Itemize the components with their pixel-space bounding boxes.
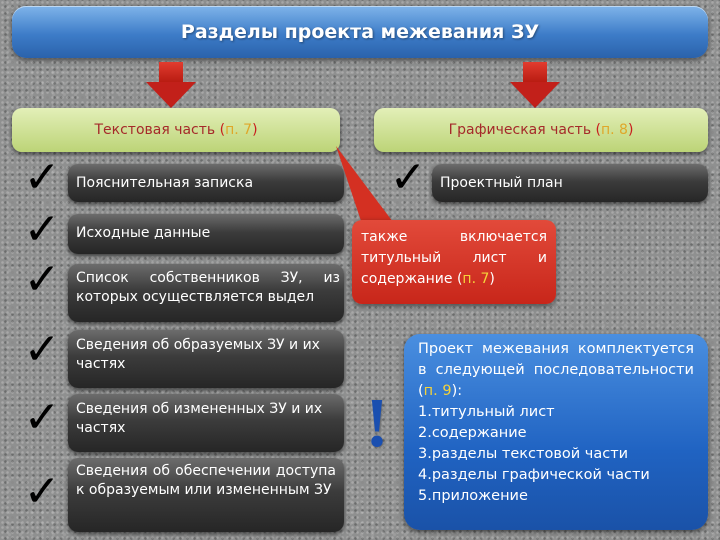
checkmark-icon: ✓ [23,254,61,305]
left-down-arrow-icon [146,62,196,108]
title-page-callout: также включается титульный лист и содержание (п. 7) [352,220,556,304]
checkmark-icon: ✓ [23,392,61,443]
exclamation-icon: ! [365,385,389,462]
sequence-item: 5.приложение [418,488,528,504]
sequence-intro: Проект межевания комплектуется в следующей последовательности (п. 9): [418,341,694,399]
text-item-source-data: Исходные данные [68,214,344,254]
page-title: Разделы проекта межевания ЗУ [12,6,708,58]
checkmark-icon: ✓ [23,152,61,203]
graphic-item-project-plan: Проектный план [432,164,708,202]
graphic-part-header: Графическая часть (п. 8) [374,108,708,152]
sequence-item: 3.разделы текстовой части [418,446,629,462]
text-item-access: Сведения об обеспечении доступа к образуемым или измененным ЗУ [68,458,344,532]
checkmark-icon: ✓ [23,204,61,255]
text-item-changed-plots: Сведения об измененных ЗУ и их частях [68,394,344,452]
text-item-formed-plots: Сведения об образуемых ЗУ и их частях [68,330,344,388]
sequence-item: 2.содержание [418,425,527,441]
checkmark-icon: ✓ [389,152,427,203]
sequence-info-box [404,334,708,530]
checkmark-icon: ✓ [23,324,61,375]
text-item-owners-list: Список собственников ЗУ, из которых осуществляется выдел [68,264,344,322]
sequence-item: 1.титульный лист [418,404,555,420]
text-item-explanatory-note: Пояснительная записка [68,164,344,202]
right-down-arrow-icon [510,62,560,108]
sequence-item: 4.разделы графической части [418,467,650,483]
checkmark-icon: ✓ [23,466,61,517]
text-part-header: Текстовая часть (п. 7) [12,108,340,152]
